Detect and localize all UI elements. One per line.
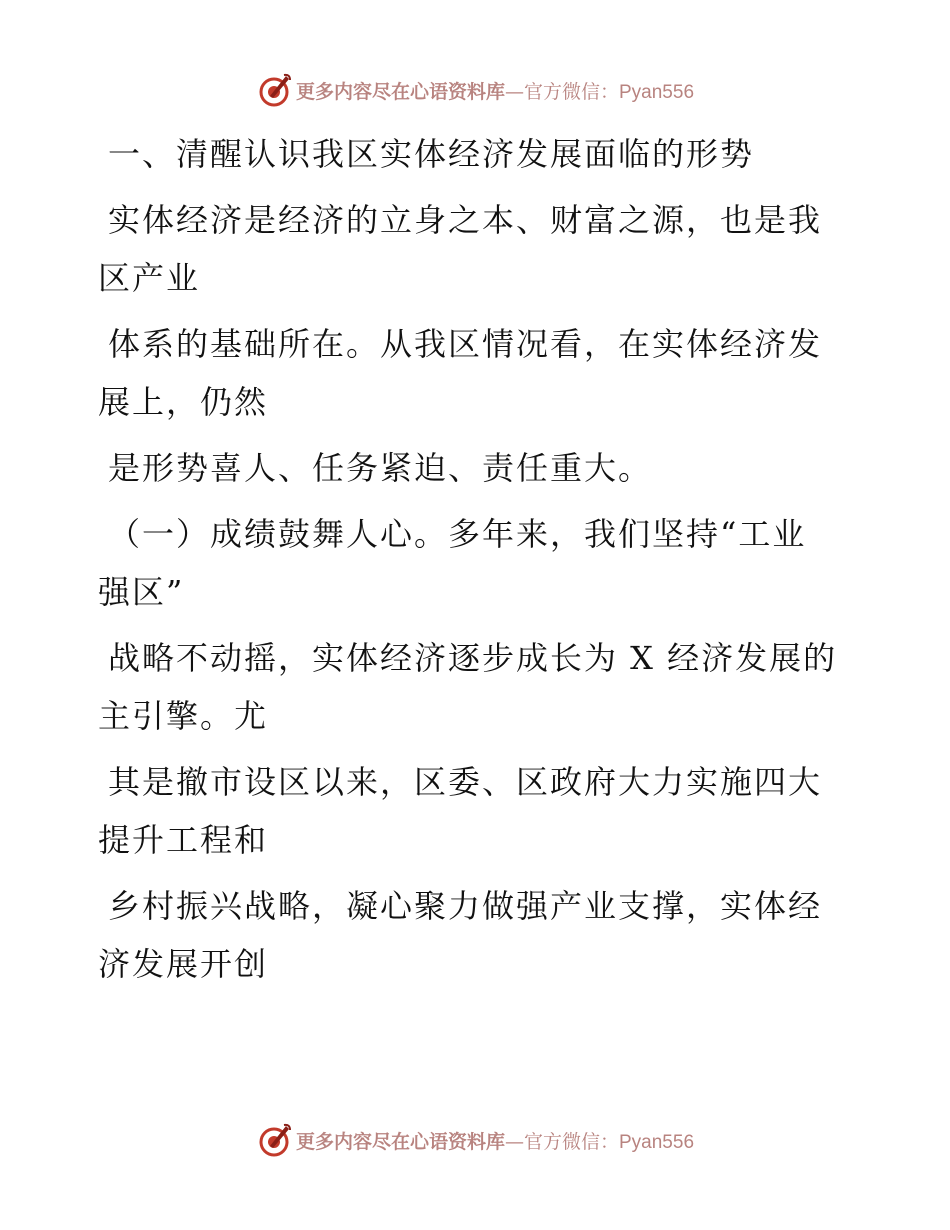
text-line: 战略不动摇，实体经济逐步成长为 X 经济发展的 xyxy=(108,639,838,677)
text-line: （一）成绩鼓舞人心。多年来，我们坚持“工业 xyxy=(108,515,807,553)
text-line: 实体经济是经济的立身之本、财富之源，也是我 xyxy=(108,201,823,239)
banner-wechat-label: 官方微信： xyxy=(523,80,619,103)
footer-banner xyxy=(0,1120,950,1160)
banner-site-text: 更多内容尽在心语资料库 xyxy=(295,1130,505,1153)
banner-text xyxy=(296,77,694,104)
text-line: 展上，仍然 xyxy=(98,383,269,421)
text-line: 其是撤市设区以来，区委、区政府大力实施四大 xyxy=(108,763,823,801)
section-heading: 一、清醒认识我区实体经济发展面临的形势 xyxy=(108,135,755,173)
text-line: 是形势喜人、任务紧迫、责任重大。 xyxy=(108,449,653,487)
banner-site-text: 更多内容尽在心语资料库 xyxy=(295,80,505,103)
banner-dash: — xyxy=(504,80,524,103)
banner-wechat-id: Pyan556 xyxy=(619,1131,695,1153)
header-banner xyxy=(0,70,950,110)
banner-wechat-label: 官方微信： xyxy=(523,1130,619,1153)
text-line: 乡村振兴战略，凝心聚力做强产业支撑，实体经 xyxy=(108,887,823,925)
text-line: 区产业 xyxy=(98,259,201,297)
text-line: 济发展开创 xyxy=(98,945,269,983)
document-body xyxy=(98,125,858,993)
feather-seal-logo-icon xyxy=(256,1122,292,1158)
feather-seal-logo-icon xyxy=(256,72,292,108)
banner-text xyxy=(296,1127,694,1154)
banner-wechat-id: Pyan556 xyxy=(619,81,695,103)
text-line: 提升工程和 xyxy=(98,821,269,859)
banner-dash: — xyxy=(504,1130,524,1153)
text-line: 体系的基础所在。从我区情况看，在实体经济发 xyxy=(108,325,823,363)
text-line: 强区” xyxy=(98,573,185,611)
text-line: 主引擎。尤 xyxy=(98,697,269,735)
